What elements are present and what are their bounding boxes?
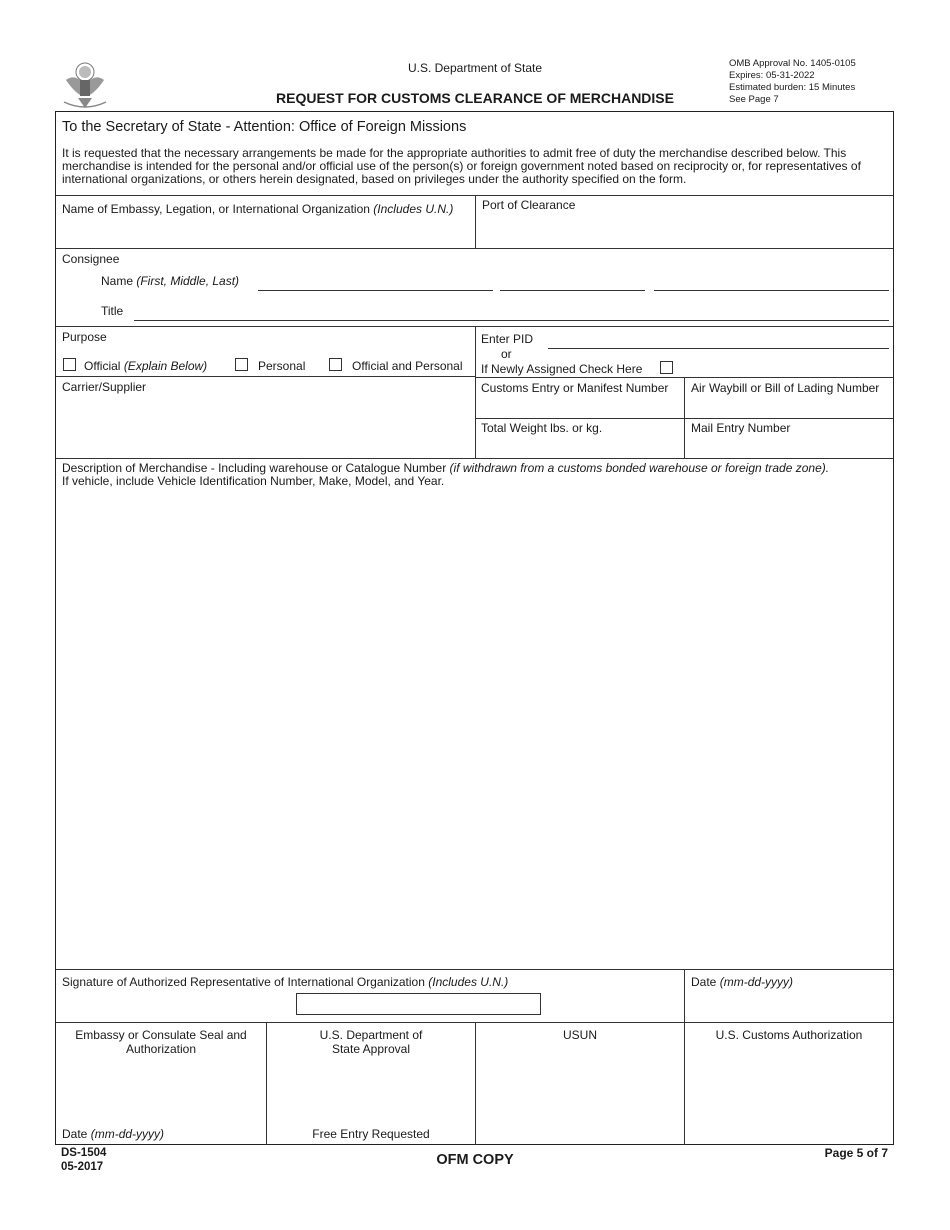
- embassy-name-label: Name of Embassy, Legation, or International Organization (Includes U.N.): [62, 202, 454, 216]
- embassy-name-field[interactable]: [62, 218, 470, 244]
- air-waybill-label: Air Waybill or Bill of Lading Number: [691, 381, 880, 395]
- newly-assigned-checkbox[interactable]: [660, 361, 673, 374]
- consignee-title-label: Title: [101, 304, 124, 318]
- embassy-seal-label: Embassy or Consulate Seal and Authorization: [75, 1028, 247, 1056]
- consignee-title-field[interactable]: [134, 320, 889, 321]
- official-and-personal-label: Official and Personal: [352, 359, 463, 373]
- total-weight-label: Total Weight lbs. or kg.: [481, 421, 603, 435]
- port-of-clearance-label: Port of Clearance: [482, 198, 576, 212]
- description-field[interactable]: [62, 492, 888, 964]
- carrier-supplier-label: Carrier/Supplier: [62, 380, 147, 394]
- signature-date-label: Date (mm-dd-yyyy): [691, 975, 794, 989]
- free-entry-label: Free Entry Requested: [312, 1127, 430, 1141]
- department-name: U.S. Department of State: [407, 61, 543, 75]
- form-number: DS-1504: [61, 1147, 107, 1159]
- purpose-label: Purpose: [62, 330, 107, 344]
- omb-expires: Expires: 05-31-2022: [729, 70, 815, 81]
- consignee-name-label: Name (First, Middle, Last): [101, 274, 240, 288]
- omb-info: [729, 58, 856, 106]
- consignee-label: Consignee: [62, 252, 120, 266]
- customs-entry-label: Customs Entry or Manifest Number: [481, 381, 669, 395]
- signature-field[interactable]: [296, 993, 541, 1015]
- personal-label: Personal: [258, 359, 306, 373]
- usun-label: USUN: [562, 1028, 597, 1042]
- embassy-date-label: Date (mm-dd-yyyy): [62, 1127, 165, 1141]
- customs-authorization-label: U.S. Customs Authorization: [715, 1028, 863, 1042]
- copy-label: OFM COPY: [436, 1152, 514, 1168]
- intro-paragraph: It is requested that the necessary arrangements be made for the appropriate authorities to admit free of duty the merchandise described below. This merchandise is intended for the personal and/or official use of the person(s) or foreign government noted based on reciprocity or, for representatives of international organizations, or others herein designated, based on privileges under the authority specified on the form.: [62, 146, 861, 186]
- form-date: 05-2017: [61, 1161, 104, 1173]
- last-name-field[interactable]: [654, 290, 889, 291]
- pid-field[interactable]: [548, 348, 889, 349]
- middle-name-field[interactable]: [500, 290, 645, 291]
- form-body: [55, 111, 894, 1145]
- page-number: Page 5 of 7: [824, 1146, 888, 1160]
- pid-label: Enter PID: [481, 332, 534, 346]
- port-of-clearance-field[interactable]: [481, 214, 889, 244]
- mail-entry-label: Mail Entry Number: [691, 421, 791, 435]
- dos-approval-label: U.S. Department of State Approval: [319, 1028, 423, 1056]
- omb-approval: OMB Approval No. 1405-0105: [729, 58, 856, 69]
- omb-burden: Estimated burden: 15 Minutes: [729, 82, 856, 93]
- description-label: Description of Merchandise - Including warehouse or Catalogue Number (if withdrawn from a customs bonded warehouse or foreign trade zone). If vehicle, include Vehicle Identification Number, Make, Model, and Year.: [62, 461, 830, 488]
- form-title: REQUEST FOR CUSTOMS CLEARANCE OF MERCHANDISE: [276, 90, 674, 106]
- official-and-personal-checkbox[interactable]: [329, 358, 342, 371]
- omb-see-page: See Page 7: [729, 94, 779, 105]
- first-name-field[interactable]: [258, 290, 493, 291]
- addressee: To the Secretary of State - Attention: Office of Foreign Missions: [62, 119, 467, 135]
- personal-checkbox[interactable]: [235, 358, 248, 371]
- official-checkbox[interactable]: [63, 358, 76, 371]
- newly-assigned-label: If Newly Assigned Check Here: [481, 362, 643, 376]
- or-label: or: [501, 347, 512, 361]
- official-label: Official (Explain Below): [84, 359, 208, 373]
- signature-label: Signature of Authorized Representative of International Organization (Includes U.N.): [62, 975, 509, 989]
